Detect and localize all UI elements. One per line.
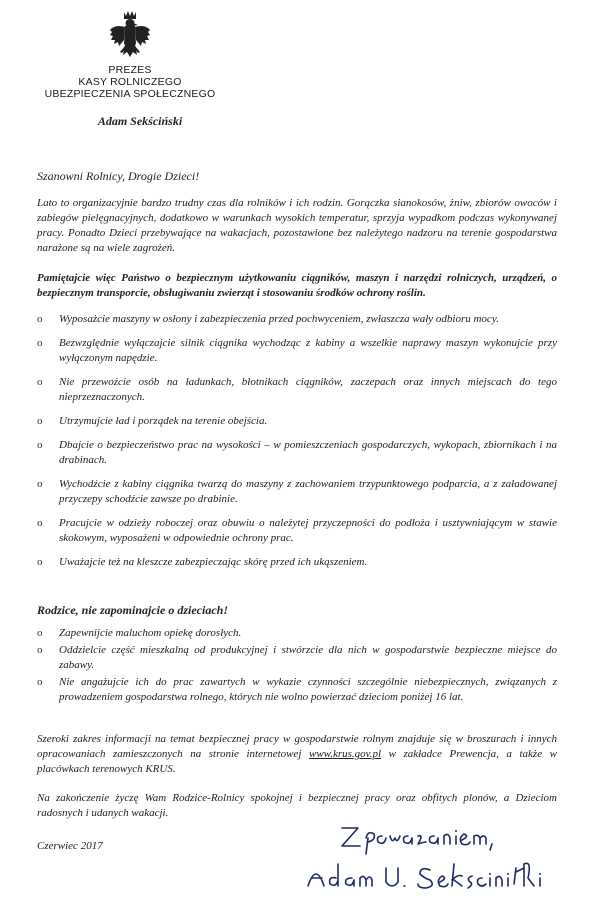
children-safety-list (37, 626, 557, 707)
header-institution-line: UBEZPIECZENIA SPOŁECZNEGO (44, 88, 216, 100)
paragraph-intro: Lato to organizacyjnie bardzo trudny czas dla rolników i ich rodzin. Gorączka sianokosów, żniw, zbiorów owoców i zabiegów pielęgnacyjnych, dodatkowo w warunkach wysokich temperatur, sprzyja wypadkom podczas wykonywanej pracy. Ponadto Dzieci przebywające na wakacjach, pozostawione bez należytego nadzoru na terenie gospodarstwa narażone są na wiele zagrożeń. (37, 197, 557, 254)
list-item: o Zapewnijcie maluchom opiekę dorosłych. (37, 627, 242, 639)
list-item: o Utrzymujcie ład i porządek na terenie obejścia. (37, 415, 268, 427)
list-item: o Nie angażujcie ich do prac zawartych w wykazie czynności szczególnie niebezpiecznych, związanych z prowadzeniem gospodarstwa rolnego, których nie wolno powierzać dzieciom poniżej 16 lat. (37, 676, 557, 703)
paragraph-information: Szeroki zakres informacji na temat bezpiecznej pracy w gospodarstwie rolnym znajduje się w broszurach i innych opracowaniach zamieszczonych na stronie internetowej www.krus.gov.pl w zakładce Prewencja, a także w placówkach terenowych KRUS. (37, 733, 557, 775)
list-item: o Wychodźcie z kabiny ciągnika twarzą do maszyny z zachowaniem trzypunktowego podparcia, a z załadowanej przyczepy schodźcie zawsze po drabinie. (37, 478, 557, 505)
list-item: o Dbajcie o bezpieczeństwo prac na wysokości – w pomieszczeniach gospodarczych, wykopach, zbiornikach i na drabinach. (37, 439, 557, 466)
list-item: o Nie przewoźcie osób na ładunkach, błotnikach ciągników, zaczepach oraz innych miejscach do tego nieprzeznaczonych. (37, 376, 557, 403)
author-name: Adam Sekściński (97, 114, 183, 128)
letter-date: Czerwiec 2017 (37, 840, 103, 852)
safety-list (37, 312, 557, 579)
header-institution-line: KASY ROLNICZEGO (78, 76, 182, 88)
list-item: o Pracujcie w odzieży roboczej oraz obuwiu o należytej przyczepności do podłoża i usztywniającym w stawie skokowym, wyposażeni w odpowiednie ochrony prac. (37, 517, 557, 544)
bullet-icon: o (37, 627, 43, 639)
bullet-icon: o (37, 415, 43, 427)
list-item: o Bezwzględnie wyłączajcie silnik ciągnika wychodząc z kabiny a wszelkie naprawy maszyn wykonujcie przy wyłączonym napędzie. (37, 337, 557, 364)
bullet-icon: o (37, 337, 43, 349)
list-item: o Uważajcie też na kleszcze zabezpieczając skórę przed ich ukąszeniem. (37, 556, 368, 568)
handwritten-signature (302, 820, 562, 900)
bullet-icon: o (37, 517, 43, 529)
header-title-line: PREZES (108, 64, 152, 76)
krus-website-link[interactable]: www.krus.gov.pl (309, 748, 382, 760)
bullet-icon: o (37, 556, 43, 568)
section-heading-children: Rodzice, nie zapominajcie o dzieciach! (37, 603, 228, 617)
bullet-icon: o (37, 676, 43, 688)
bullet-icon: o (37, 478, 43, 490)
list-item: o Wyposażcie maszyny w osłony i zabezpieczenia przed pochwyceniem, zwłaszcza wały odbioru mocy. (37, 313, 499, 325)
bullet-icon: o (37, 644, 43, 656)
paragraph-reminder: Pamiętajcie więc Państwo o bezpiecznym użytkowaniu ciągników, maszyn i narzędzi rolniczych, urządzeń, o bezpiecznym transporcie, obsługiwaniu zwierząt i stosowaniu środków ochrony roślin. (37, 272, 557, 299)
eagle-emblem-icon (109, 10, 151, 64)
greeting: Szanowni Rolnicy, Drogie Dzieci! (37, 169, 200, 183)
list-item: o Oddzielcie część mieszkalną od produkcyjnej i stwórzcie dla nich w gospodarstwie bezpieczne miejsce do zabawy. (37, 644, 557, 671)
bullet-icon: o (37, 313, 43, 325)
bullet-icon: o (37, 439, 43, 451)
bullet-icon: o (37, 376, 43, 388)
paragraph-closing: Na zakończenie życzę Wam Rodzice-Rolnicy spokojnej i bezpiecznej pracy oraz obfitych plonów, a Dzieciom radosnych i udanych wakacji. (37, 792, 557, 819)
